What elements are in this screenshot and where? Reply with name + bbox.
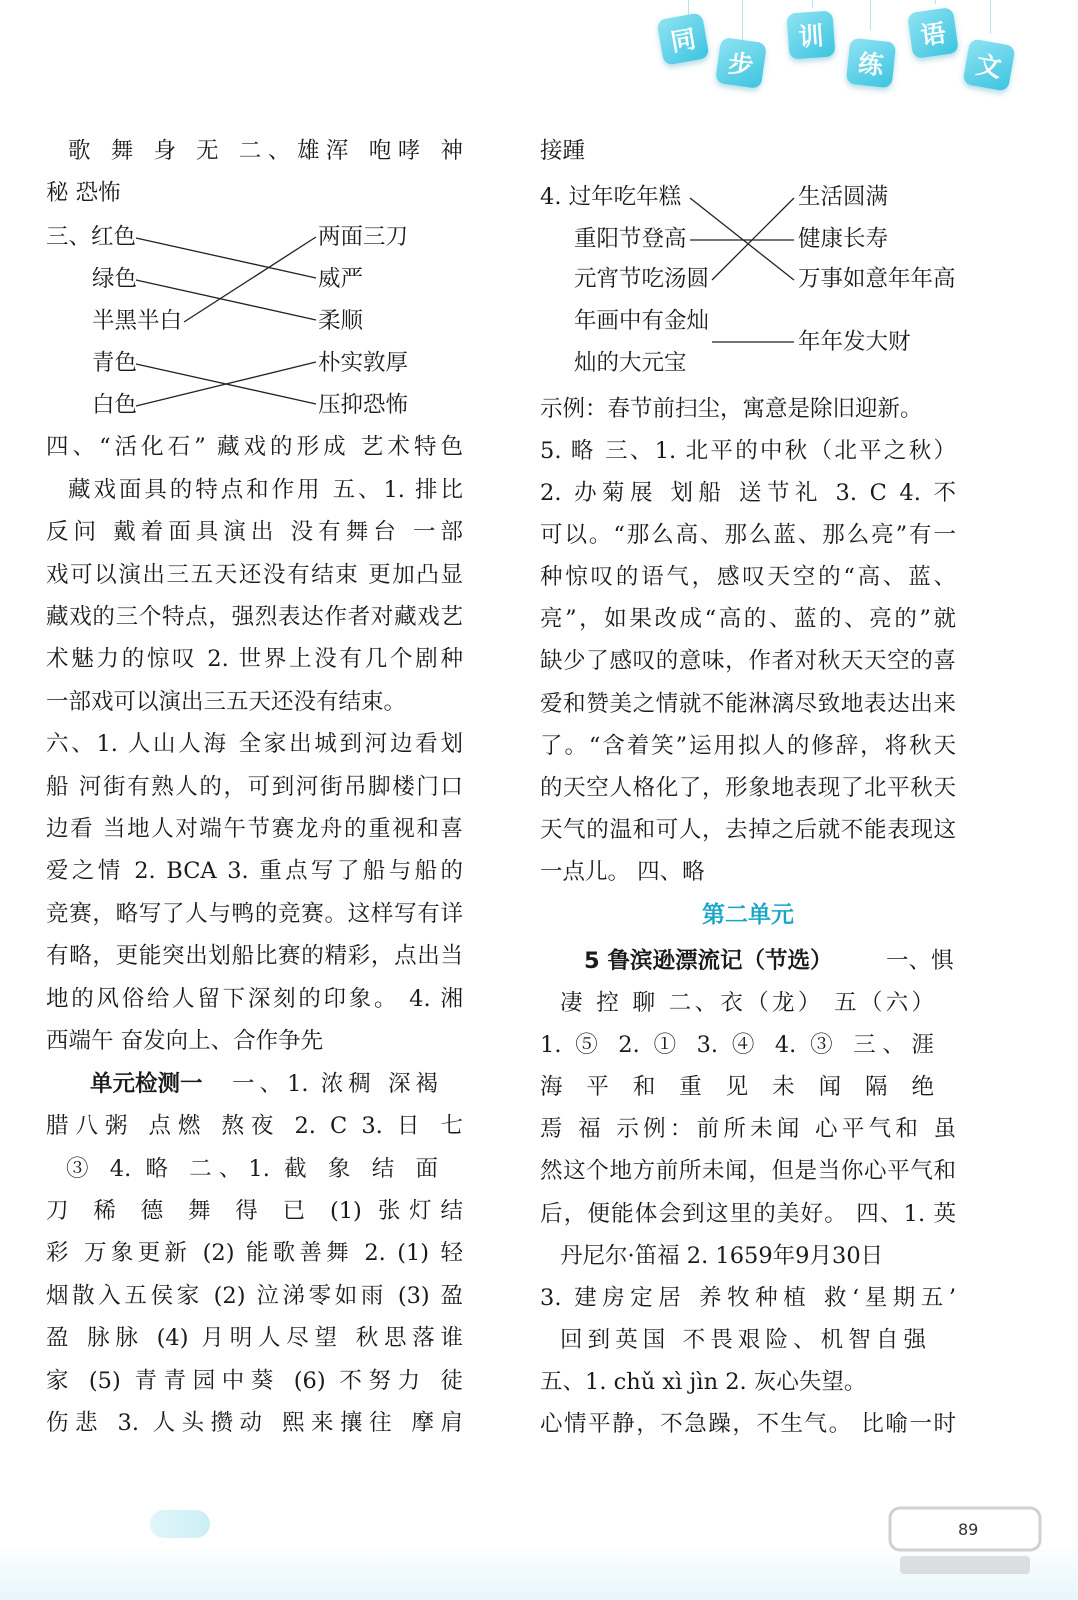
header-char-tile: 文 — [962, 38, 1015, 91]
text-line: 西端午 奋发向上、合作争先 — [46, 1028, 324, 1054]
text-line: 心情平静，不急躁，不生气。 比喻一时 — [540, 1411, 956, 1437]
header-char-tile: 同 — [656, 12, 709, 65]
text-line: 地的风俗给人留下深刻的印象。 4. 湘 — [46, 986, 463, 1012]
match-right-item: 威严 — [318, 266, 364, 292]
match-right-item: 柔顺 — [318, 308, 364, 334]
match-left-item: 半黑半白 — [92, 308, 183, 334]
text-line: 2. 办菊展 划船 送节礼 3. C 4. 不 — [540, 480, 956, 506]
text-line: 凄 控 聊 二、衣（龙） 五（六） — [560, 990, 934, 1016]
text-line: 四、“活化石” 藏戏的形成 艺术特色 — [46, 434, 463, 460]
lesson-title: 5 鲁滨逊漂流记（节选） — [584, 948, 833, 974]
header-char-tile: 步 — [715, 37, 767, 89]
text-line: 后，便能体会到这里的美好。 四、1. 英 — [540, 1201, 956, 1227]
text-line: 一部戏可以演出三五天还没有结束。 — [46, 689, 407, 715]
text-line: 5. 略 三、1. 北平的中秋（北平之秋） — [540, 438, 956, 464]
match-right-item: 生活圆满 — [798, 184, 889, 210]
match-lines-right — [0, 0, 1, 1]
match-left-item: 三、红色 — [46, 224, 137, 250]
text-line: 缺少了感叹的意味，作者对秋天天空的喜 — [540, 648, 956, 674]
text-line: 1. ⑤ 2. ① 3. ④ 4. ③ 三、涯 — [540, 1032, 934, 1058]
section-title: 单元检测一 — [90, 1071, 203, 1097]
header-decoration — [0, 0, 1078, 110]
text-line: 戏可以演出三五天还没有结束 更加凸显 — [46, 562, 463, 588]
text-line: 秘 恐怖 — [46, 180, 121, 206]
match-right-item: 压抑恐怖 — [318, 392, 409, 418]
text-line: 3. 建房定居 养牧种植 救‘星期五’ — [540, 1285, 956, 1311]
text-line: 藏戏的三个特点，强烈表达作者对藏戏艺 — [46, 604, 463, 630]
text-line: 爱之情 2. BCA 3. 重点写了船与船的 — [46, 858, 463, 884]
match-right-item: 万事如意年年高 — [798, 266, 956, 292]
text-line: 烟散入五侯家 (2) 泣涕零如雨 (3) 盈 — [46, 1283, 463, 1309]
text-line: 爱和赞美之情就不能淋漓尽致地表达出来 — [540, 691, 956, 717]
header-char-tile: 训 — [786, 10, 835, 59]
text-line: 五、1. chǔ xì jìn 2. 灰心失望。 — [540, 1369, 867, 1395]
text-line: 藏戏面具的特点和作用 五、1. 排比 — [68, 477, 463, 503]
unit-heading: 第二单元 — [702, 902, 794, 928]
match-right-item: 两面三刀 — [318, 224, 409, 250]
text-line: 六、1. 人山人海 全家出城到河边看划 — [46, 731, 463, 757]
text-line: 接踵 — [540, 138, 586, 164]
text-line: 种惊叹的语气，感叹天空的“高、蓝、 — [540, 564, 956, 590]
match-left-item: 绿色 — [92, 266, 138, 292]
text-line: 焉 福 示例：前所未闻 心平气和 虽 — [540, 1116, 956, 1142]
match-left-item: 重阳节登高 — [574, 226, 687, 252]
text-line: 一、惧 — [886, 948, 954, 974]
text-line: 反问 戴着面具演出 没有舞台 一部 — [46, 519, 463, 545]
text-line: 有略，更能突出划船比赛的精彩，点出当 — [46, 943, 463, 969]
header-char-tile: 练 — [846, 38, 897, 89]
text-line: 歌 舞 身 无 二、雄浑 咆哮 神 — [68, 138, 463, 164]
text-line: ③ 4. 略 二、1. 截 象 结 面 — [66, 1156, 438, 1182]
match-left-item: 年画中有金灿 — [574, 308, 710, 334]
watermark-logo — [880, 1500, 1050, 1580]
leaf-decoration — [150, 1510, 210, 1538]
text-line: 回到英国 不畏艰险、机智自强 — [560, 1327, 926, 1353]
text-line: 伤悲 3. 人头攒动 熙来攘往 摩肩 — [46, 1410, 463, 1436]
header-char-tile: 语 — [907, 7, 959, 59]
text-line: 盈 脉脉 (4) 月明人尽望 秋思落谁 — [46, 1325, 463, 1351]
text-line: 家 (5) 青青园中葵 (6) 不努力 徒 — [46, 1368, 463, 1394]
match-left-item: 灿的大元宝 — [574, 350, 687, 376]
text-line: 边看 当地人对端午节赛龙舟的重视和喜 — [46, 816, 463, 842]
match-right-item: 健康长寿 — [798, 226, 889, 252]
text-line: 一点儿。 四、略 — [540, 859, 705, 885]
text-line: 彩 万象更新 (2) 能歌善舞 2. (1) 轻 — [46, 1240, 463, 1266]
page-number: 89 — [958, 1520, 979, 1539]
match-left-item: 元宵节吃汤圆 — [574, 266, 710, 292]
text-line: 的天空人格化了，形象地表现了北平秋天 — [540, 775, 956, 801]
match-right-item: 朴实敦厚 — [318, 350, 409, 376]
text-line: 示例：春节前扫尘，寓意是除旧迎新。 — [540, 396, 923, 422]
match-left-item: 4. 过年吃年糕 — [540, 184, 682, 210]
match-right-item: 年年发大财 — [798, 329, 911, 355]
text-line: 刀 稀 德 舞 得 已 (1) 张灯结 — [46, 1198, 463, 1224]
text-line: 海 平 和 重 见 未 闻 隔 绝 — [540, 1074, 934, 1100]
match-left-item: 白色 — [92, 392, 138, 418]
text-line: 然这个地方前所未闻，但是当你心平气和 — [540, 1158, 956, 1184]
match-left-item: 青色 — [92, 350, 138, 376]
text-line: 竞赛，略写了人与鸭的竞赛。这样写有详 — [46, 901, 463, 927]
text-line: 天气的温和可人，去掉之后就不能表现这 — [540, 817, 956, 843]
text-line: 丹尼尔·笛福 2. 1659年9月30日 — [560, 1243, 884, 1269]
text-line: 了。“含着笑”运用拟人的修辞，将秋天 — [540, 733, 956, 759]
text-line: 亮”，如果改成“高的、蓝的、亮的”就 — [540, 606, 956, 632]
text-line: 腊八粥 点燃 熬夜 2. C 3. 日 七 — [46, 1113, 463, 1139]
text-line: 一、1. 浓稠 深褐 — [232, 1071, 438, 1097]
text-line: 船 河街有熟人的，可到河街吊脚楼门口 — [46, 774, 463, 800]
text-line: 术魅力的惊叹 2. 世界上没有几个剧种 — [46, 646, 463, 672]
text-line: 可以。“那么高、那么蓝、那么亮”有一 — [540, 522, 956, 548]
